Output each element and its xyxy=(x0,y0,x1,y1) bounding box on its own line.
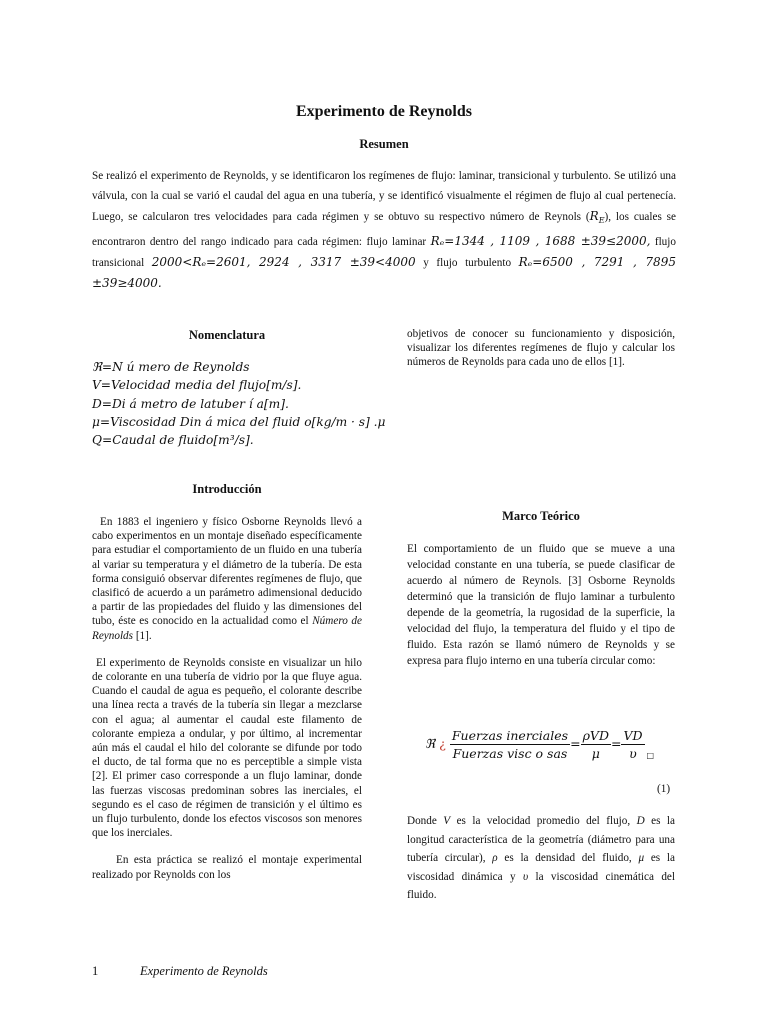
eq-numerator: VD xyxy=(623,728,643,743)
abstract-text-2: ), los cuales se encontraron dentro del rango indicado para cada régimen: flujo laminar xyxy=(92,211,676,249)
introduction-paragraph-3: En esta práctica se realizó el montaje experimental realizado por Reynolds con los xyxy=(92,854,362,881)
abstract-text xyxy=(92,166,676,294)
introduction-paragraph-2: El experimento de Reynolds consiste en visualizar un hilo de colorante en una tubería de vidrio por la que fluye agua. Cuando el caudal de agua es pequeño, el colorante describe una línea recta a través de la tubería sin llegar a mezclarse con el agua; al aumentar el caudal este filamento de colorante empieza a ondular, y por último, al incrementar aún más el caudal el hilo del colorante se difunde por todo el ducto, de tal forma que no es perceptible a simple vista [2]. El primer caso corresponde a un flujo laminar, donde las fuerzas viscosas predominan sobres las inerciales, el segundo es el caso de régimen de transición y el último es un flujo turbulento, donde los efectos viscosos son menores que los inerciales. xyxy=(92,656,362,840)
nomenclature-heading: Nomenclatura xyxy=(188,328,266,342)
symbol-d: D xyxy=(636,815,645,827)
marco-paragraph-1: El comportamiento de un fluido que se mueve a una velocidad constante en una tubería, se puede clasificar de acuerdo al número de Reynols. [3] Osborne Reynolds determinó que la transición de flujo laminar a turbulento depende de la geometría, la rugosidad de la superficie, la velocidad del flujo, la temperatura del fluido y el tipo de fluido. Esta razón se llamó número de Reynolds y se expresa para flujo interno en una tubería circular como: xyxy=(407,543,675,667)
reynolds-equation: ℜ ¿ $\frac{\text{Fuerzas inerciales}}{\text{Fuerzas visc o sas}}$ = $\frac{\text{ρVD}}{\mu}$ = $\frac{VD}{\upsilon}$ $_□$ xyxy=(425,728,655,761)
p2-a: Donde xyxy=(407,815,444,827)
eq-denominator: Fuerzas visc o sas xyxy=(452,746,568,761)
nomenclature-line: Q=Caudal de fluido[m³/s]. xyxy=(92,433,254,448)
eq-denominator: υ xyxy=(629,746,637,761)
right-column-continuation: objetivos de conocer su funcionamiento y disposición, visualizar los diferentes regímenes de flujo y calcular los números de Reynolds para cada uno de ellos [1]. xyxy=(407,328,675,369)
laminar-equation: Rₑ=1344 , 1109 , 1688 ±39≤2000, xyxy=(430,234,651,249)
eq-denominator: μ xyxy=(591,746,600,761)
p2-e: es la densidad del fluido, xyxy=(497,852,639,865)
turbulento-equation: Rₑ=6500 , 7291 , 7895 ±39≥4000. xyxy=(92,255,676,291)
abstract-text-4: y flujo turbulento xyxy=(415,257,519,270)
p2-c: es la longitud característica de la geometría (diámetro para una tubería circular), xyxy=(407,815,675,865)
running-title: Experimento de Reynolds xyxy=(140,964,268,978)
introduction-heading: Introducción xyxy=(192,482,262,496)
abstract-text-1: Se realizó el experimento de Reynolds, y se identificaron los regímenes de flujo: laminar, transicional y turbulento. Se utilizó una válvula, con la cual se varió el caudal del agua en una tubería, y se identificó visualmente el régimen de flujo al cual pertenecía. Luego, se calcularon tres velocidades para cada régimen y se obtuvo su respectivo número de Reynols ( xyxy=(92,170,676,223)
paper-title: Experimento de Reynolds xyxy=(296,103,472,120)
eq-fraction-kinematic xyxy=(621,728,644,761)
nomenclature-line: ℜ=N ú mero de Reynolds xyxy=(92,360,250,374)
intro-p1-a: En 1883 el ingeniero y físico Osborne Reynolds llevó a cabo experimentos en un montaje diseñado específicamente para estudiar el comportamiento de un fluido en una tubería al variar su temperatura y el diámetro de la tubería. De esta forma consiguió observar diferentes regímenes de flujo, que clasificó de acuerdo a un parámetro adimensional deducido a partir de las propiedades del fluido y las dimensiones del tubo, éste es conocido en la actualidad como el xyxy=(92,516,362,628)
introduction-paragraph-1 xyxy=(92,515,362,643)
nomenclature-line: μ=Viscosidad Din á mica del fluid o[kg/m · s] .μ xyxy=(92,414,386,429)
eq-unknown-char: ¿ xyxy=(439,736,446,751)
reynolds-symbol: R xyxy=(589,209,599,223)
eq-fraction-forces xyxy=(450,728,570,761)
nomenclature-line: V=Velocidad media del flujo[m/s]. xyxy=(92,378,302,393)
p2-b: es la velocidad promedio del flujo, xyxy=(450,815,637,827)
eq-placeholder-box: □ xyxy=(646,751,655,760)
intro-p1-italic: Número de Reynolds xyxy=(92,615,362,642)
eq-lhs: ℜ xyxy=(425,736,436,751)
equation-number: (1) xyxy=(657,783,671,795)
p2-g: la viscosidad cinemática del fluido. xyxy=(407,870,676,902)
p2-f: es la viscosidad dinámica y xyxy=(407,852,675,883)
eq-fraction-density xyxy=(581,728,611,761)
intro-p1-b: [1]. xyxy=(133,629,152,642)
marco-teorico-heading: Marco Teórico xyxy=(502,509,580,523)
abstract-text-3: flujo transicional xyxy=(92,236,676,270)
abstract-heading: Resumen xyxy=(359,137,409,151)
eq-numerator: ρVD xyxy=(582,728,609,743)
nomenclature-list xyxy=(92,358,385,449)
introduction-body xyxy=(92,515,362,882)
symbol-v: V xyxy=(443,815,451,827)
symbol-mu: μ xyxy=(638,852,645,865)
nomenclature-line: D=Di á metro de latuber í a[m]. xyxy=(92,396,289,411)
symbol-nu: υ xyxy=(522,870,529,883)
transicional-equation: 2000<Rₑ=2601, 2924 , 3317 ±39<4000 xyxy=(151,255,416,270)
symbol-rho: ρ xyxy=(492,852,498,865)
marco-paragraph-2 xyxy=(407,812,675,905)
eq-numerator: Fuerzas inerciales xyxy=(451,728,569,743)
reynolds-subscript: E xyxy=(598,216,605,226)
page-number: 1 xyxy=(92,964,99,978)
